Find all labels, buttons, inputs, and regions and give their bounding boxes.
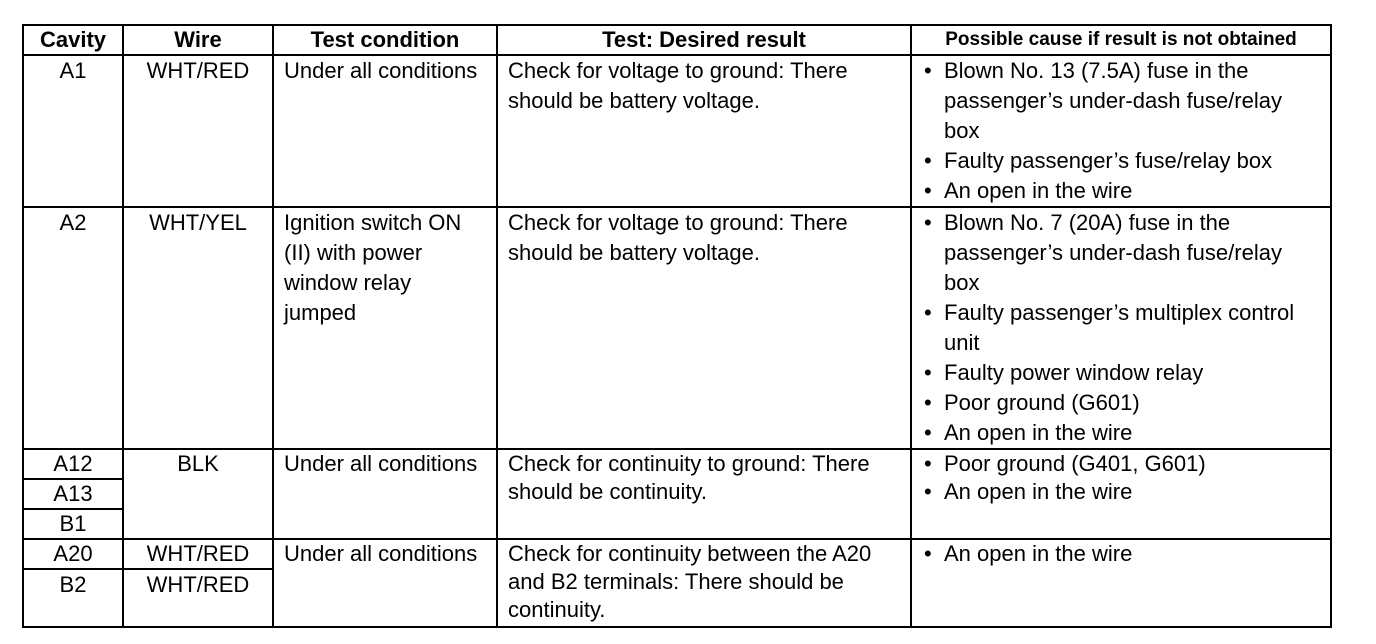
cause-item: • Blown No. 7 (20A) fuse in the passenger’s under-dash fuse/relay box (922, 208, 1320, 298)
cause-item: • Faulty passenger’s fuse/relay box (922, 146, 1320, 176)
header-possible-cause: Possible cause if result is not obtained (911, 25, 1331, 55)
cause-list (922, 540, 1320, 568)
header-cavity: Cavity (23, 25, 123, 55)
header-desired-result: Test: Desired result (497, 25, 911, 55)
condition-cell: Ignition switch ON (II) with power window relay jumped (273, 207, 497, 449)
cause-item: • An open in the wire (922, 540, 1320, 568)
cause-list (922, 56, 1320, 206)
result-cell: Check for continuity between the A20 and B2 terminals: There should be continuity. (497, 539, 911, 627)
wire-cell: WHT/RED (123, 55, 273, 207)
table-row (23, 207, 1331, 449)
header-row (23, 25, 1331, 55)
cause-cell (911, 55, 1331, 207)
cause-item: • Blown No. 13 (7.5A) fuse in the passenger’s under-dash fuse/relay box (922, 56, 1320, 146)
wire-cell: BLK (123, 449, 273, 539)
cavity-cell: A20 (23, 539, 123, 569)
cause-item: • Poor ground (G601) (922, 388, 1320, 418)
cavity-cell: A2 (23, 207, 123, 449)
wire-cell: WHT/YEL (123, 207, 273, 449)
cause-cell (911, 449, 1331, 539)
table-row (23, 539, 1331, 569)
cause-cell (911, 539, 1331, 627)
table-row (23, 55, 1331, 207)
result-cell: Check for continuity to ground: There should be continuity. (497, 449, 911, 539)
condition-cell: Under all conditions (273, 539, 497, 627)
header-test-condition: Test condition (273, 25, 497, 55)
cavity-cell: A12 (23, 449, 123, 479)
wire-cell: WHT/RED (123, 569, 273, 627)
result-cell: Check for voltage to ground: There should be battery voltage. (497, 55, 911, 207)
cause-item: • An open in the wire (922, 478, 1320, 506)
condition-cell: Under all conditions (273, 449, 497, 539)
connector-test-table (22, 24, 1332, 628)
cause-list (922, 208, 1320, 448)
table-row (23, 449, 1331, 479)
cause-item: • Faulty passenger’s multiplex control unit (922, 298, 1320, 358)
cavity-cell: A1 (23, 55, 123, 207)
cause-item: • Poor ground (G401, G601) (922, 450, 1320, 478)
cause-item: • An open in the wire (922, 418, 1320, 448)
result-cell: Check for voltage to ground: There should be battery voltage. (497, 207, 911, 449)
cause-list (922, 450, 1320, 506)
condition-cell: Under all conditions (273, 55, 497, 207)
cause-cell (911, 207, 1331, 449)
header-wire: Wire (123, 25, 273, 55)
cavity-cell: A13 (23, 479, 123, 509)
wire-cell: WHT/RED (123, 539, 273, 569)
cause-item: • An open in the wire (922, 176, 1320, 206)
cavity-cell: B1 (23, 509, 123, 539)
cavity-cell: B2 (23, 569, 123, 627)
cause-item: • Faulty power window relay (922, 358, 1320, 388)
